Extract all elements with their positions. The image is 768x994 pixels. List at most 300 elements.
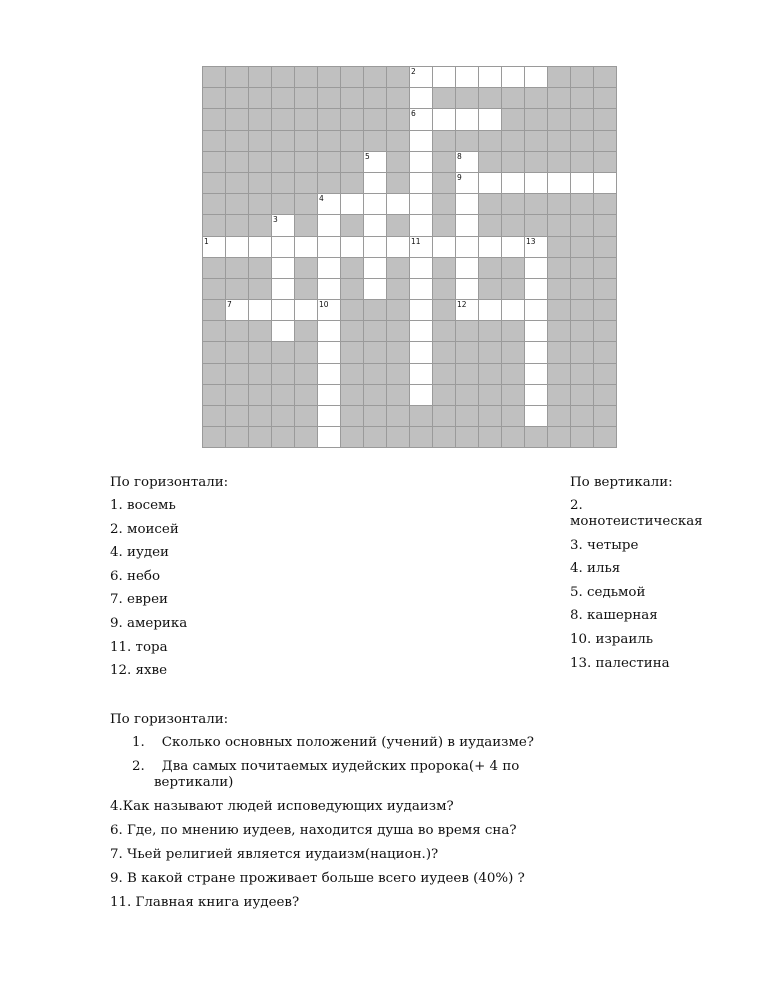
crossword-block [571,67,594,88]
crossword-block [226,342,249,363]
crossword-block [548,215,571,236]
crossword-block [571,321,594,342]
crossword-cell[interactable] [341,237,364,258]
answer-item: 5. седьмой [570,584,646,600]
crossword-grid [202,66,617,448]
crossword-block [571,88,594,109]
crossword-cell[interactable] [410,131,433,152]
crossword-block [433,364,456,385]
crossword-cell[interactable] [364,194,387,215]
clue-number: 12 [457,300,467,310]
crossword-cell[interactable] [456,67,479,88]
crossword-block [548,258,571,279]
crossword-cell[interactable] [594,173,617,194]
crossword-cell[interactable] [433,67,456,88]
crossword-block [433,300,456,321]
crossword-block [456,321,479,342]
crossword-block [341,131,364,152]
crossword-cell[interactable] [502,173,525,194]
crossword-block [203,342,226,363]
crossword-block [548,427,571,448]
questions-list [110,712,580,919]
crossword-block [341,67,364,88]
crossword-block [479,215,502,236]
crossword-block [249,67,272,88]
crossword-block [249,427,272,448]
crossword-block [548,342,571,363]
crossword-block [594,237,617,258]
crossword-block [295,342,318,363]
crossword-block [226,427,249,448]
crossword-cell[interactable] [525,300,548,321]
crossword-block [203,173,226,194]
answers-across-title: По горизонтали: [110,475,229,490]
crossword-block [433,385,456,406]
crossword-block [479,131,502,152]
crossword-block [479,279,502,300]
crossword-block [456,406,479,427]
crossword-block [387,67,410,88]
crossword-block [571,342,594,363]
crossword-block [594,321,617,342]
crossword-block [295,109,318,130]
crossword-cell[interactable] [272,237,295,258]
crossword-block [226,279,249,300]
crossword-block [502,109,525,130]
crossword-block [226,406,249,427]
crossword-cell[interactable] [525,237,548,258]
crossword-cell[interactable] [410,215,433,236]
crossword-block [203,321,226,342]
crossword-cell[interactable] [318,194,341,215]
crossword-block [387,88,410,109]
answer-item: 12. яхве [110,663,168,679]
crossword-cell[interactable] [272,215,295,236]
crossword-block [410,427,433,448]
crossword-cell[interactable] [525,67,548,88]
crossword-block [594,88,617,109]
crossword-block [387,406,410,427]
crossword-cell[interactable] [456,152,479,173]
answer-item: 4. илья [570,561,621,577]
clue-number: 13 [526,236,536,246]
crossword-block [203,194,226,215]
crossword-cell[interactable] [410,385,433,406]
crossword-cell[interactable] [272,258,295,279]
crossword-block [525,194,548,215]
crossword-cell[interactable] [318,258,341,279]
crossword-block [249,406,272,427]
crossword-block [525,152,548,173]
crossword-block [387,427,410,448]
crossword-block [571,300,594,321]
crossword-block [571,131,594,152]
crossword-block [548,364,571,385]
crossword-block [548,385,571,406]
crossword-block [594,406,617,427]
crossword-block [502,342,525,363]
crossword-block [456,131,479,152]
crossword-block [387,131,410,152]
crossword-block [571,364,594,385]
crossword-block [387,300,410,321]
crossword-block [479,321,502,342]
crossword-block [272,173,295,194]
question-item: 9. В какой стране проживает больше всего иудеев (40%) ? [110,871,525,886]
crossword-block [249,385,272,406]
crossword-cell[interactable] [410,279,433,300]
crossword-block [364,300,387,321]
crossword-block [433,131,456,152]
crossword-cell[interactable] [226,300,249,321]
crossword-block [571,194,594,215]
crossword-block [456,342,479,363]
crossword-block [203,406,226,427]
crossword-block [525,109,548,130]
answers-down [570,475,740,679]
crossword-block [249,194,272,215]
crossword-cell[interactable] [410,342,433,363]
crossword-cell[interactable] [318,364,341,385]
crossword-block [433,194,456,215]
crossword-cell[interactable] [364,173,387,194]
crossword-cell[interactable] [502,67,525,88]
crossword-cell[interactable] [410,173,433,194]
crossword-cell[interactable] [548,173,571,194]
crossword-block [341,321,364,342]
crossword-cell[interactable] [479,173,502,194]
crossword-block [433,173,456,194]
crossword-block [341,152,364,173]
crossword-block [433,215,456,236]
crossword-block [571,258,594,279]
crossword-block [226,173,249,194]
crossword-block [249,258,272,279]
crossword-block [203,258,226,279]
crossword-cell[interactable] [525,385,548,406]
crossword-block [433,406,456,427]
crossword-cell[interactable] [456,215,479,236]
crossword-cell[interactable] [456,237,479,258]
crossword-cell[interactable] [410,258,433,279]
crossword-block [594,67,617,88]
crossword-block [548,406,571,427]
crossword-block [226,321,249,342]
crossword-block [249,152,272,173]
crossword-block [203,67,226,88]
crossword-block [318,88,341,109]
crossword-cell[interactable] [410,152,433,173]
crossword-block [410,406,433,427]
crossword-block [456,88,479,109]
crossword-cell[interactable] [364,258,387,279]
crossword-cell[interactable] [410,194,433,215]
crossword-block [571,279,594,300]
crossword-cell[interactable] [272,279,295,300]
crossword-cell[interactable] [525,173,548,194]
crossword-block [502,321,525,342]
crossword-block [226,258,249,279]
crossword-cell[interactable] [410,321,433,342]
crossword-block [502,215,525,236]
crossword-block [456,385,479,406]
crossword-cell[interactable] [479,300,502,321]
crossword-block [249,215,272,236]
crossword-block [387,385,410,406]
crossword-block [203,152,226,173]
crossword-block [318,152,341,173]
crossword-block [548,237,571,258]
crossword-block [571,152,594,173]
crossword-block [525,215,548,236]
crossword-block [387,109,410,130]
crossword-block [295,88,318,109]
answer-item: 8. кашерная [570,608,658,624]
crossword-block [203,300,226,321]
crossword-block [364,342,387,363]
crossword-block [226,215,249,236]
crossword-cell[interactable] [226,237,249,258]
crossword-block [571,406,594,427]
crossword-block [456,364,479,385]
crossword-block [226,385,249,406]
crossword-cell[interactable] [272,321,295,342]
crossword-cell[interactable] [525,258,548,279]
crossword-block [203,131,226,152]
crossword-block [364,385,387,406]
crossword-block [295,364,318,385]
crossword-cell[interactable] [318,300,341,321]
crossword-cell[interactable] [249,300,272,321]
crossword-block [548,300,571,321]
crossword-cell[interactable] [410,67,433,88]
crossword-block [502,194,525,215]
crossword-cell[interactable] [295,237,318,258]
question-item: 2. Два самых почитаемых иудейских пророка(+ 4 по вертикали) [132,759,520,790]
crossword-block [387,215,410,236]
crossword-cell[interactable] [318,215,341,236]
crossword-cell[interactable] [364,237,387,258]
crossword-block [272,342,295,363]
crossword-block [341,173,364,194]
question-item: 4.Как называют людей исповедующих иудаизм? [110,799,454,814]
crossword-block [364,427,387,448]
crossword-block [295,258,318,279]
crossword-block [341,300,364,321]
crossword-block [341,258,364,279]
clue-number: 9 [457,172,462,182]
crossword-block [387,152,410,173]
crossword-block [479,364,502,385]
crossword-block [249,279,272,300]
question-item: 1. Сколько основных положений (учений) в иудаизме? [132,735,534,750]
crossword-block [272,364,295,385]
answer-item: 3. четыре [570,537,639,553]
crossword-cell[interactable] [318,385,341,406]
crossword-block [548,88,571,109]
crossword-cell[interactable] [479,109,502,130]
crossword-block [203,215,226,236]
clue-number: 2 [411,67,416,76]
crossword-block [502,385,525,406]
crossword-block [364,321,387,342]
crossword-block [272,194,295,215]
clue-number: 7 [227,300,232,310]
crossword-cell[interactable] [525,364,548,385]
crossword-block [226,131,249,152]
crossword-block [203,364,226,385]
crossword-block [295,279,318,300]
crossword-block [525,427,548,448]
crossword-block [594,194,617,215]
crossword-block [594,109,617,130]
question-item: 11. Главная книга иудеев? [110,895,300,910]
crossword-block [479,88,502,109]
crossword-block [479,342,502,363]
crossword-block [295,67,318,88]
crossword-cell[interactable] [387,237,410,258]
crossword-cell[interactable] [318,321,341,342]
crossword-cell[interactable] [318,427,341,448]
crossword-block [571,215,594,236]
answer-item: 13. палестина [570,655,670,671]
crossword-block [387,258,410,279]
crossword-block [249,342,272,363]
clue-number: 4 [319,194,324,204]
crossword-cell[interactable] [502,237,525,258]
crossword-block [226,152,249,173]
crossword-block [364,131,387,152]
crossword-cell[interactable] [525,406,548,427]
crossword-block [318,173,341,194]
crossword-cell[interactable] [456,173,479,194]
crossword-block [295,131,318,152]
crossword-block [226,194,249,215]
crossword-block [433,279,456,300]
crossword-cell[interactable] [341,194,364,215]
crossword-block [272,67,295,88]
crossword-block [295,406,318,427]
crossword-cell[interactable] [272,300,295,321]
crossword-block [341,88,364,109]
crossword-block [341,427,364,448]
crossword-block [203,279,226,300]
crossword-block [387,321,410,342]
crossword-cell[interactable] [318,342,341,363]
crossword-block [226,364,249,385]
crossword-block [571,237,594,258]
crossword-block [479,152,502,173]
crossword-block [341,279,364,300]
question-item: 7. Чьей религией является иудаизм(национ.)? [110,847,439,862]
crossword-block [364,88,387,109]
crossword-block [502,406,525,427]
crossword-block [525,88,548,109]
answer-item: 11. тора [110,639,168,655]
crossword-block [502,427,525,448]
crossword-block [364,109,387,130]
crossword-block [594,300,617,321]
crossword-block [272,88,295,109]
crossword-block [387,173,410,194]
crossword-cell[interactable] [410,237,433,258]
crossword-block [203,88,226,109]
crossword-block [341,342,364,363]
crossword-block [433,258,456,279]
crossword-cell[interactable] [318,406,341,427]
crossword-cell[interactable] [387,194,410,215]
crossword-cell[interactable] [410,88,433,109]
crossword-cell[interactable] [525,279,548,300]
crossword-cell[interactable] [571,173,594,194]
crossword-cell[interactable] [249,237,272,258]
crossword-block [272,406,295,427]
crossword-cell[interactable] [456,279,479,300]
crossword-block [502,279,525,300]
crossword-block [364,364,387,385]
crossword-block [433,427,456,448]
crossword-block [594,215,617,236]
crossword-cell[interactable] [456,300,479,321]
crossword-cell[interactable] [525,321,548,342]
crossword-block [272,385,295,406]
crossword-block [249,131,272,152]
crossword-block [249,364,272,385]
crossword-cell[interactable] [364,215,387,236]
crossword-cell[interactable] [364,279,387,300]
crossword-block [479,194,502,215]
crossword-block [226,88,249,109]
crossword-block [272,109,295,130]
crossword-cell[interactable] [295,300,318,321]
crossword-cell[interactable] [433,237,456,258]
crossword-cell[interactable] [479,237,502,258]
answer-item: 2. монотеистическая [570,498,703,529]
crossword-cell[interactable] [318,237,341,258]
questions-title: По горизонтали: [110,712,229,727]
crossword-block [318,131,341,152]
crossword-cell[interactable] [502,300,525,321]
crossword-cell[interactable] [456,109,479,130]
crossword-block [525,131,548,152]
answer-item: 10. израиль [570,631,654,647]
crossword-cell[interactable] [364,152,387,173]
crossword-cell[interactable] [456,258,479,279]
crossword-block [341,406,364,427]
crossword-block [548,194,571,215]
answer-item: 7. евреи [110,592,168,608]
crossword-block [479,406,502,427]
crossword-cell[interactable] [433,109,456,130]
crossword-block [318,109,341,130]
crossword-cell[interactable] [203,237,226,258]
crossword-block [571,427,594,448]
crossword-cell[interactable] [479,67,502,88]
crossword-block [594,258,617,279]
crossword-block [295,152,318,173]
crossword-block [249,88,272,109]
crossword-cell[interactable] [410,300,433,321]
crossword-block [548,67,571,88]
crossword-cell[interactable] [318,279,341,300]
crossword-block [594,279,617,300]
crossword-block [502,152,525,173]
crossword-block [226,67,249,88]
crossword-cell[interactable] [456,194,479,215]
crossword-cell[interactable] [525,342,548,363]
crossword-cell[interactable] [410,364,433,385]
crossword-cell[interactable] [410,109,433,130]
